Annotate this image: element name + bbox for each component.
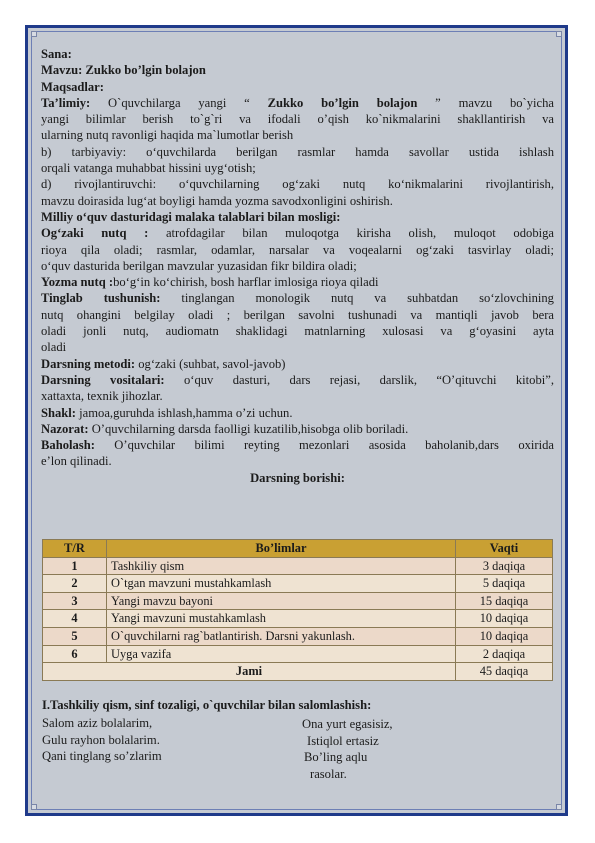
corner-mark [556, 804, 562, 810]
poem-line: Ona yurt egasisiz, [302, 717, 393, 731]
row-number: 5 [43, 627, 107, 645]
row-number: 4 [43, 610, 107, 628]
section-one-heading: I.Tashkiliy qism, sinf tozaligi, o`quvchilar bilan salomlashish: [42, 698, 372, 712]
lesson-plan-body [41, 46, 554, 486]
lesson-flow-heading: Darsning borishi: [250, 470, 345, 485]
column-header: Vaqti [456, 540, 553, 558]
table-row [43, 557, 553, 575]
row-part: Uyga vazifa [107, 645, 456, 663]
text-line: rioya qila oladi; rasmlar, odamlar, narsalar va voqealarni og‘zaki tasvirlay oladi; [41, 242, 554, 257]
text-line: yangi bilimlar berish to`g`ri va ifodali o’qish ko`nikmalarini shakllantirish va [41, 112, 554, 127]
goals-heading: Maqsadlar: [41, 79, 104, 94]
row-part: Yangi mavzuni mustahkamlash [107, 610, 456, 628]
row-time: 15 daqiqa [456, 592, 553, 610]
poem-line: Gulu rayhon bolalarim. [42, 732, 160, 747]
oral-speech: Og‘zaki nutq : atrofdagilar bilan muloqotga kirisha olish, muloqot odobiga [41, 226, 554, 241]
row-part: Yangi mavzu bayoni [107, 592, 456, 610]
poem-line: Istiqlol ertasiz [307, 733, 379, 748]
row-time: 3 daqiqa [456, 557, 553, 575]
text-line: nutq ohangini belgilay oladi ; berilgan savolni tushunadi va mantiqli javob bera [41, 307, 554, 322]
table-row [43, 610, 553, 628]
lesson-assessment: Baholash: O’quvchilar bilimi reyting mezonlari asosida baholanib,dars oxirida [41, 438, 554, 453]
text-line: orqali vatanga muhabbat hissini uyg‘otish; [41, 161, 256, 176]
listening: Tinglab tushunish: tinglangan monologik nutq va suhbatdan so‘zlovchining [41, 291, 554, 306]
corner-mark [31, 31, 37, 37]
table-row [43, 645, 553, 663]
date-label: Sana: [41, 47, 72, 61]
poem-line: Bo’ling aqlu [304, 750, 368, 765]
written-speech: Yozma nutq :bo‘g‘in ko‘chirish, bosh harflar imlosiga rioya qiladi [41, 275, 379, 290]
poem-line: rasolar. [310, 766, 347, 781]
educational-goal: Ta’limiy: O`quvchilarga yangi “ Zukko bo’lgin bolajon ” mavzu bo`yicha [41, 95, 555, 110]
text-line: e’lon qilinadi. [41, 454, 112, 469]
poem-line: Salom aziz bolalarim, [42, 716, 153, 730]
row-part: O`quvchilarni rag`batlantirish. Darsni yakunlash. [107, 627, 456, 645]
corner-mark [31, 804, 37, 810]
corner-mark [556, 31, 562, 37]
row-part: O`tgan mavzuni mustahkamlash [107, 575, 456, 593]
row-time: 10 daqiqa [456, 627, 553, 645]
topic-line: Mavzu: Zukko bo’lgin bolajon [41, 63, 206, 78]
row-number: 1 [43, 557, 107, 575]
row-number: 3 [43, 592, 107, 610]
column-header: Bo’limlar [107, 540, 456, 558]
table-row [43, 592, 553, 610]
lesson-tools: Darsning vositalari: o‘quv dasturi, dars rejasi, darslik, “O’qituvchi kitobi”, [41, 372, 554, 387]
text-line: oladi [41, 340, 67, 355]
row-number: 2 [43, 575, 107, 593]
lesson-form: Shakl: jamoa,guruhda ishlash,hamma o’zi uchun. [41, 405, 293, 420]
total-time: 45 daqiqa [456, 663, 553, 681]
upbringing-goal: b) tarbiyaviy: o‘quvchilarda berilgan rasmlar hamda savollar ustida ishlash [41, 144, 554, 159]
table-total-row [43, 663, 553, 681]
poem-left-column [42, 715, 162, 765]
text-line: oladi jonli nutq, audiomatn shaklidagi matnlarning xulosasi va g‘oyasini ayta [41, 324, 554, 339]
poem-right-column [302, 716, 393, 782]
text-line: xattaxta, texnik jihozlar. [41, 389, 163, 404]
row-number: 6 [43, 645, 107, 663]
column-header: T/R [43, 540, 107, 558]
row-time: 5 daqiqa [456, 575, 553, 593]
poem-line: Qani tinglang so’zlarim [42, 749, 162, 764]
table-row [43, 627, 553, 645]
lesson-parts-table [42, 539, 553, 681]
text-line: mavzu doirasida lug‘at boyligi hamda yozma savodxonligini oshirish. [41, 193, 393, 208]
developmental-goal: d) rivojlantiruvchi: o‘quvchilarning og‘zaki nutq ko‘nikmalarini rivojlantirish, [41, 177, 554, 192]
table-header-row [43, 540, 553, 558]
row-time: 10 daqiqa [456, 610, 553, 628]
standards-heading: Milliy o‘quv dasturidagi malaka talablari bilan mosligi: [41, 209, 341, 224]
text-line: o‘quv dasturida berilgan mavzular yuzasidan fikr bildira oladi; [41, 258, 357, 273]
row-part: Tashkiliy qism [107, 557, 456, 575]
lesson-method: Darsning metodi: og‘zaki (suhbat, savol-javob) [41, 356, 286, 371]
text-line: ularning nutq ravonligi haqida ma`lumotlar berish [41, 128, 294, 143]
lesson-control: Nazorat: O’quvchilarning darsda faolligi kuzatilib,hisobga olib boriladi. [41, 421, 409, 436]
row-time: 2 daqiqa [456, 645, 553, 663]
total-label: Jami [43, 663, 456, 681]
table-row [43, 575, 553, 593]
